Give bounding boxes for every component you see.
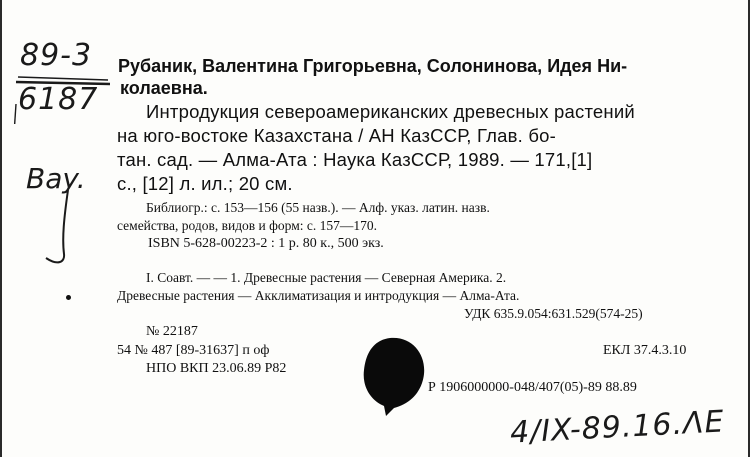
ink-blot xyxy=(360,334,430,418)
subjects-line-2: Древесные растения — Акклиматизация и интродукция — Алма-Ата. xyxy=(117,288,520,303)
ink-dot xyxy=(66,295,71,300)
title-line-1: Интродукция североамериканских древесных растений xyxy=(146,101,635,122)
isbn-line: ISBN 5-628-00223-2 : 1 р. 80 к., 500 экз. xyxy=(148,236,384,251)
title-line-2: на юго-востоке Казахстана / АН КазССР, Глав. бо- xyxy=(117,125,556,146)
ekl-code: ЕКЛ 37.4.3.10 xyxy=(603,343,687,358)
shelfmark-top: 89-3 xyxy=(20,38,93,73)
title-line-3: тан. сад. — Алма-Ата : Наука КазССР, 1989. — 171,[1] xyxy=(117,149,593,170)
series-line: 54 № 487 [89-31637] п оф xyxy=(117,343,270,358)
margin-note-stroke xyxy=(40,188,80,268)
bottom-handwritten-note: 4/IX-89.16.ΛE xyxy=(509,404,726,451)
udc-code: УДК 635.9.054:631.529(574-25) xyxy=(464,306,643,321)
title-line-4: с., [12] л. ил.; 20 см. xyxy=(117,173,293,194)
shelfmark-bottom: 6187 xyxy=(18,82,99,117)
notes-line-1: Библиогр.: с. 153—156 (55 назв.). — Алф. указ. латин. назв. xyxy=(146,200,490,215)
price-code: Р 1906000000-048/407(05)-89 88.89 xyxy=(428,380,637,395)
author-heading-line1: Рубаник, Валентина Григорьевна, Солонинова, Идея Ни- xyxy=(118,56,628,76)
notes-line-2: семейства, родов, видов и форм: с. 157—170. xyxy=(117,218,377,233)
left-scan-edge xyxy=(0,0,2,457)
record-number: № 22187 xyxy=(146,324,198,339)
margin-note: Bay. xyxy=(26,162,86,195)
author-heading-line2: колаевна. xyxy=(120,78,208,98)
npo-line: НПО ВКП 23.06.89 Р82 xyxy=(146,361,287,376)
subjects-line-1: I. Соавт. — — 1. Древесные растения — Северная Америка. 2. xyxy=(146,270,507,285)
